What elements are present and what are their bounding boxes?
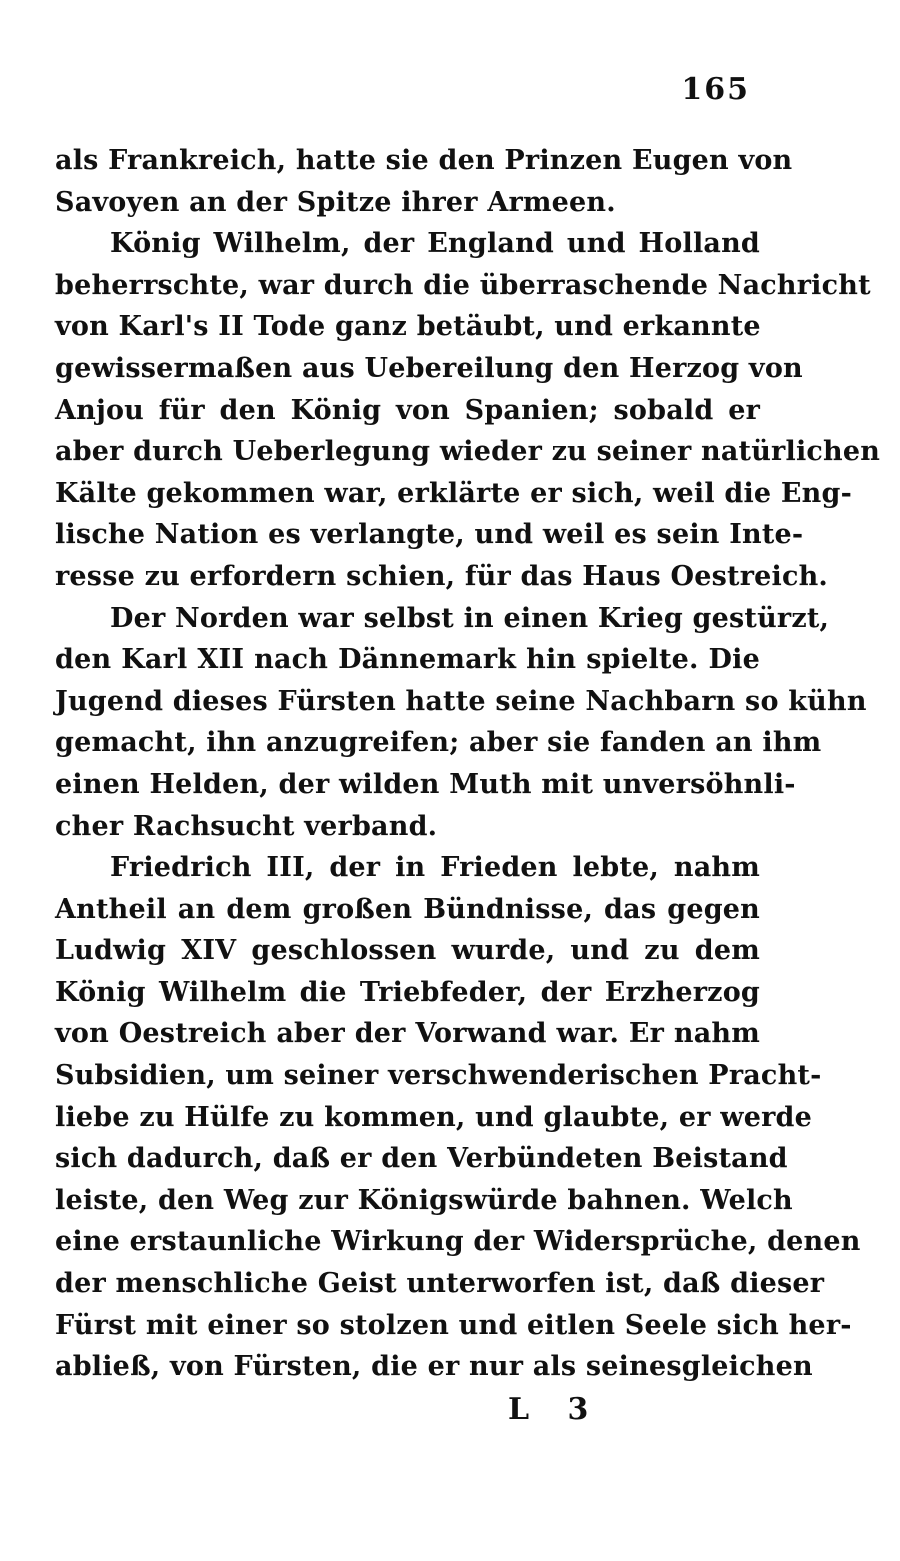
signature-mark: L 3 [508,1392,603,1427]
text-line: eine erstaunliche Wirkung der Widersprüche, denen [55,1226,861,1258]
text-line: König Wilhelm, der England und Holland [110,228,760,260]
text-line: abließ, von Fürsten, die er nur als seinesgleichen [55,1351,813,1383]
text-line: König Wilhelm die Triebfeder, der Erzherzog [55,976,760,1008]
text-line: resse zu erfordern schien, für das Haus Oestreich. [55,560,829,592]
body-text [55,140,881,1388]
text-line: Kälte gekommen war, erklärte er sich, weil die Eng- [55,477,852,509]
text-line: von Karl's II Tode ganz betäubt, und erkannte [55,311,761,343]
text-line: als Frankreich, hatte sie den Prinzen Eugen von [55,145,793,176]
text-line: Ludwig XIV geschlossen wurde, und zu dem [55,935,760,967]
text-line: von Oestreich aber der Vorwand war. Er nahm [55,1018,760,1050]
text-line: beherrschte, war durch die überraschende Nachricht [55,269,871,301]
text-line: Savoyen an der Spitze ihrer Armeen. [55,186,616,218]
text-line: cher Rachsucht verband. [55,810,438,842]
text-line: Fürst mit einer so stolzen und eitlen Seele sich her- [55,1309,852,1341]
text-line: gewissermaßen aus Uebereilung den Herzog von [55,352,803,384]
text-line: Subsidien, um seiner verschwenderischen Pracht- [55,1060,822,1092]
text-line: Anjou für den König von Spanien; sobald er [55,394,760,426]
text-line: Antheil an dem großen Bündnisse, das gegen [55,893,760,925]
text-line: gemacht, ihn anzugreifen; aber sie fanden an ihm [55,727,822,759]
text-line: sich dadurch, daß er den Verbündeten Beistand [55,1143,788,1175]
text-line: einen Helden, der wilden Muth mit unversöhnli- [55,768,796,800]
text-line: Jugend dieses Fürsten hatte seine Nachbarn so kühn [55,685,867,717]
text-line: aber durch Ueberlegung wieder zu seiner natürlichen [55,436,881,468]
text-line: den Karl XII nach Dännemark hin spielte. Die [55,644,760,676]
text-line: Friedrich III, der in Frieden lebte, nahm [110,852,760,884]
text-line: leiste, den Weg zur Königswürde bahnen. Welch [55,1184,793,1216]
text-line: lische Nation es verlangte, und weil es sein Inte- [55,519,804,551]
text-line: liebe zu Hülfe zu kommen, und glaubte, er werde [55,1101,812,1133]
text-line: Der Norden war selbst in einen Krieg gestürzt, [110,602,830,634]
text-line: der menschliche Geist unterworfen ist, daß dieser [55,1268,825,1300]
page-number: 165 [681,72,750,107]
